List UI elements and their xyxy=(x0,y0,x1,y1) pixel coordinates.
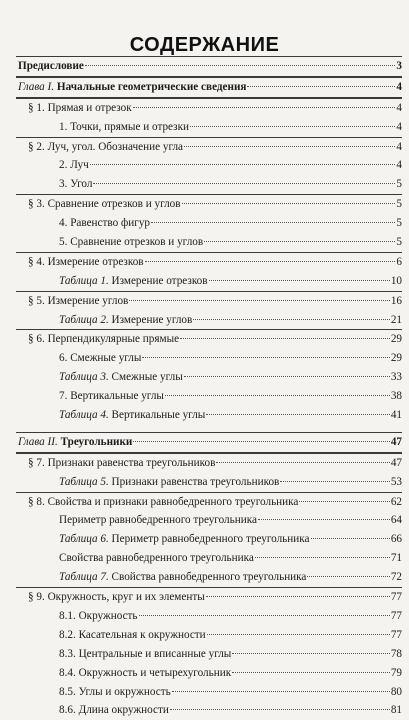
dot-leader xyxy=(129,300,389,301)
toc-page-number: 80 xyxy=(390,685,402,698)
dot-leader xyxy=(93,183,395,184)
toc-page-number: 81 xyxy=(390,704,402,717)
toc-page-number: 79 xyxy=(390,666,402,679)
toc-subentry[interactable] xyxy=(16,549,402,568)
toc-entry-text: Треугольники xyxy=(60,435,133,448)
page-title: СОДЕРЖАНИЕ xyxy=(129,34,280,56)
toc-page-number: 53 xyxy=(390,475,402,488)
toc-page-number: 33 xyxy=(390,371,402,384)
toc-page-number: 10 xyxy=(390,274,402,287)
toc-entry-text: 8.2. Касательная к окружности xyxy=(59,628,206,641)
toc-entry-text: 8.4. Окружность и четырехугольник xyxy=(59,666,232,679)
toc-entry-label xyxy=(59,214,150,233)
toc-entry-label xyxy=(59,233,203,252)
toc-entry-prefix: Таблица 7. xyxy=(59,571,109,584)
toc-entry-text: § 2. Луч, угол. Обозначение угла xyxy=(28,140,184,153)
toc-entry-label xyxy=(59,607,138,626)
toc-page-number: 77 xyxy=(390,609,402,622)
toc-entry-label xyxy=(59,175,92,194)
toc-subentry[interactable] xyxy=(16,118,402,137)
toc-entry-text: Периметр равнобедренного треугольника xyxy=(111,533,310,546)
toc-subentry[interactable] xyxy=(16,233,402,252)
toc-page-number: 78 xyxy=(390,647,402,660)
toc-subentry[interactable] xyxy=(16,511,402,530)
toc-subentry[interactable] xyxy=(16,568,402,587)
toc-entry-label xyxy=(59,530,310,549)
toc-entry-text: § 9. Окружность, круг и их элементы xyxy=(28,591,205,604)
toc-page-number: 4 xyxy=(396,101,402,114)
toc-section-entry[interactable] xyxy=(16,137,402,157)
toc-entry-text: Начальные геометрические сведения xyxy=(56,80,247,93)
toc-entry-text: § 4. Измерение отрезков xyxy=(28,255,144,268)
dot-leader xyxy=(209,280,390,281)
toc-entry-label xyxy=(59,368,183,387)
dot-leader xyxy=(247,86,395,87)
toc-entry-text: § 8. Свойства и признаки равнобедренного треугольника xyxy=(28,495,299,508)
toc-subentry[interactable] xyxy=(16,311,402,330)
dot-leader xyxy=(145,261,396,262)
toc-entry-label xyxy=(28,138,183,157)
toc-entry-label xyxy=(28,195,181,214)
toc-entry-text: 3. Угол xyxy=(59,178,93,191)
dot-leader xyxy=(206,414,390,415)
toc-entry-prefix: Таблица 2. xyxy=(59,313,109,326)
dot-leader xyxy=(299,501,389,502)
dot-leader xyxy=(184,146,395,147)
toc-entry-prefix: Таблица 5. xyxy=(59,475,109,488)
toc-page-number: 5 xyxy=(396,217,402,230)
toc-entry-label xyxy=(59,156,89,175)
toc-subentry[interactable] xyxy=(16,406,402,425)
toc-subentry[interactable] xyxy=(16,349,402,368)
dot-leader xyxy=(232,672,390,673)
dot-leader xyxy=(142,357,389,358)
toc-section-entry[interactable] xyxy=(16,291,402,311)
toc-page-number: 77 xyxy=(390,591,402,604)
toc-page-number: 77 xyxy=(390,628,402,641)
toc-entry-label xyxy=(59,701,169,720)
toc-page-number: 47 xyxy=(390,456,402,469)
dot-leader xyxy=(258,519,390,520)
toc-entry-label xyxy=(28,454,215,473)
toc-page-number: 5 xyxy=(396,198,402,211)
toc-page-number: 4 xyxy=(396,120,402,133)
toc-page-number: 16 xyxy=(390,294,402,307)
toc-section-entry[interactable] xyxy=(16,453,402,473)
toc-page-number: 5 xyxy=(396,178,402,191)
chapter-gap xyxy=(16,425,402,432)
toc-entry-text: Предисловие xyxy=(18,60,84,72)
toc-page-number: 38 xyxy=(390,390,402,403)
toc-entry-label xyxy=(59,272,208,291)
dot-leader xyxy=(165,395,390,396)
toc-entry-prefix: Глава II. xyxy=(18,435,58,448)
toc-entry-text: 2. Луч xyxy=(59,159,89,172)
toc-section-entry[interactable] xyxy=(16,492,402,512)
toc-entry-label xyxy=(59,311,192,330)
toc-subentry[interactable] xyxy=(16,645,402,664)
toc-subentry[interactable] xyxy=(16,664,402,683)
toc-entry-prefix: Таблица 6. xyxy=(59,533,109,546)
toc-entry-label xyxy=(18,433,132,452)
dot-leader xyxy=(232,653,389,654)
toc-entry-text: Измерение отрезков xyxy=(111,274,208,287)
toc-entry-text: § 1. Прямая и отрезок xyxy=(28,101,132,114)
dot-leader xyxy=(133,441,389,442)
dot-leader xyxy=(85,65,396,66)
dot-leader xyxy=(172,691,390,692)
toc-entry-label xyxy=(18,78,246,97)
toc-entry-label xyxy=(18,57,84,76)
toc-entry-text: 7. Вертикальные углы xyxy=(59,390,164,403)
toc-entry-text: Периметр равнобедренного треугольника xyxy=(59,514,257,527)
toc-entry-text: 4. Равенство фигур xyxy=(59,217,151,230)
toc-entry-label xyxy=(28,330,179,349)
toc-subentry[interactable] xyxy=(16,156,402,175)
toc-entry-text: 8.3. Центральные и вписанные углы xyxy=(59,647,232,660)
toc-subentry[interactable] xyxy=(16,607,402,626)
dot-leader xyxy=(207,634,390,635)
toc-entry-label xyxy=(28,99,132,118)
toc-entry-label xyxy=(59,349,141,368)
dot-leader xyxy=(184,376,390,377)
toc-entry-text: Свойства равнобедренного треугольника xyxy=(59,552,254,565)
toc-page-number: 47 xyxy=(390,435,402,448)
toc-entry-text: § 6. Перпендикулярные прямые xyxy=(28,333,180,346)
toc-subentry[interactable] xyxy=(16,368,402,387)
toc-page-number: 3 xyxy=(396,60,402,72)
toc-entry-label xyxy=(59,387,164,406)
dot-leader xyxy=(133,107,396,108)
toc-entry-text: 8.5. Углы и окружность xyxy=(59,685,171,698)
toc-page-number: 29 xyxy=(390,333,402,346)
dot-leader xyxy=(170,709,390,710)
toc-subentry[interactable] xyxy=(16,272,402,291)
toc-entry-prefix: Таблица 3. xyxy=(59,371,109,384)
toc-page-number: 71 xyxy=(390,552,402,565)
toc-entry-label xyxy=(59,406,205,425)
toc-chapter-entry[interactable] xyxy=(16,56,402,77)
toc-section-entry[interactable] xyxy=(16,587,402,607)
toc-entry-text: § 7. Признаки равенства треугольников xyxy=(28,456,216,469)
toc-chapter-entry[interactable] xyxy=(16,77,402,98)
toc-page-number: 62 xyxy=(390,495,402,508)
toc-page-number: 21 xyxy=(390,313,402,326)
toc-page-number: 4 xyxy=(396,140,402,153)
dot-leader xyxy=(90,164,396,165)
toc-entry-text: § 3. Сравнение отрезков и углов xyxy=(28,198,181,211)
dot-leader xyxy=(307,576,389,577)
dot-leader xyxy=(193,319,390,320)
toc-subentry[interactable] xyxy=(16,175,402,194)
toc-subentry[interactable] xyxy=(16,387,402,406)
toc-chapter-entry[interactable] xyxy=(16,432,402,453)
toc-page-number: 4 xyxy=(396,159,402,172)
toc-entry-prefix: Таблица 4. xyxy=(59,409,109,422)
toc-entry-label xyxy=(28,493,298,512)
toc-subentry[interactable] xyxy=(16,473,402,492)
toc-entry-label xyxy=(28,253,144,272)
toc-entry-label xyxy=(59,118,189,137)
toc-entry-text: 1. Точки, прямые и отрезки xyxy=(59,120,190,133)
dot-leader xyxy=(190,126,395,127)
toc-page-number: 4 xyxy=(396,80,402,93)
toc-entry-text: 6. Смежные углы xyxy=(59,352,142,365)
toc-subentry[interactable] xyxy=(16,214,402,233)
toc-entry-label xyxy=(59,645,231,664)
dot-leader xyxy=(206,596,390,597)
toc-entry-label xyxy=(59,683,171,702)
toc-subentry[interactable] xyxy=(16,530,402,549)
toc-entry-text: 8.6. Длина окружности xyxy=(59,704,169,717)
toc-entry-text: 5. Сравнение отрезков и углов xyxy=(59,236,204,249)
toc-page-number: 6 xyxy=(396,255,402,268)
toc-entry-label xyxy=(59,511,257,530)
toc-page-number: 29 xyxy=(390,352,402,365)
dot-leader xyxy=(180,338,390,339)
toc-section-entry[interactable] xyxy=(16,98,402,118)
toc-page-number: 41 xyxy=(390,409,402,422)
toc-section-entry[interactable] xyxy=(16,252,402,272)
toc-entry-label xyxy=(59,473,279,492)
dot-leader xyxy=(255,557,390,558)
toc-section-entry[interactable] xyxy=(16,194,402,214)
toc-subentry[interactable] xyxy=(16,701,402,720)
toc-entry-text: Вертикальные углы xyxy=(111,409,206,422)
toc-entry-text: § 5. Измерение углов xyxy=(28,294,129,307)
toc-entry-text: Измерение углов xyxy=(111,313,193,326)
toc-entry-label xyxy=(59,664,231,683)
toc-entry-text: Свойства равнобедренного треугольника xyxy=(111,571,307,584)
toc-entry-label xyxy=(59,626,206,645)
toc-entry-text: Смежные углы xyxy=(111,371,183,384)
toc-page-number: 66 xyxy=(390,533,402,546)
toc-subentry[interactable] xyxy=(16,683,402,702)
toc-entry-prefix: Таблица 1. xyxy=(59,274,109,287)
dot-leader xyxy=(151,222,395,223)
toc-page-number: 64 xyxy=(390,514,402,527)
toc-page-number: 72 xyxy=(390,571,402,584)
dot-leader xyxy=(182,203,396,204)
toc-subentry[interactable] xyxy=(16,626,402,645)
dot-leader xyxy=(216,462,389,463)
toc-entry-label xyxy=(59,549,254,568)
toc-entry-prefix: Глава I. xyxy=(18,80,55,93)
toc-entry-text: 8.1. Окружность xyxy=(59,609,138,622)
dot-leader xyxy=(280,481,389,482)
toc-section-entry[interactable] xyxy=(16,329,402,349)
toc-entry-label xyxy=(28,588,205,607)
toc-entry-label xyxy=(59,568,306,587)
toc-entry-text: Признаки равенства треугольников xyxy=(111,475,280,488)
dot-leader xyxy=(139,615,390,616)
toc-page-number: 5 xyxy=(396,236,402,249)
dot-leader xyxy=(204,241,395,242)
toc-entry-label xyxy=(28,292,128,311)
table-of-contents xyxy=(16,56,402,720)
dot-leader xyxy=(311,538,390,539)
